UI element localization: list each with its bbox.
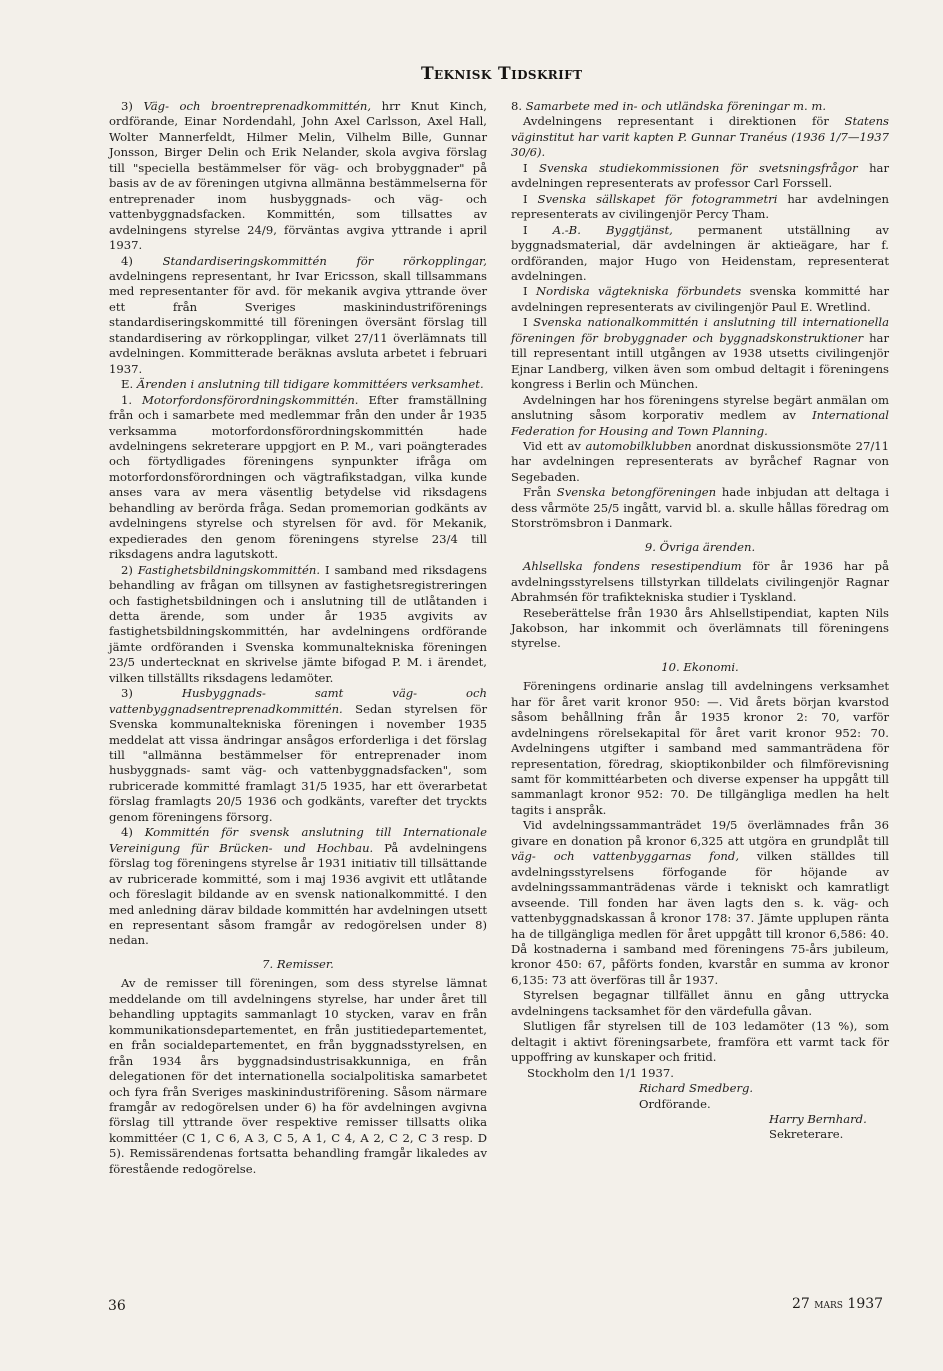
- paragraph-fastighet: 2) Fastighetsbildningskommittén. I samband med riksdagens behandling av frågan om tillsynen av fastighetsregistreringen och fastighetsbildningen och i anslutning till de utlåtanden i detta ärende, som under år 1935 avgivits av fastighetsbildningskommittén, har avdelningens ordförande jämte ordföranden i Svenska kommunaltekniska föreningen 23/5 undertecknat en skrivelse jämte bifogad P. M. i ärendet, vilken tillställts riksdagens ledamöter.: [109, 562, 487, 685]
- journal-masthead: Teknisk Tidskrift: [421, 64, 583, 84]
- paragraph-nationalkommitte: I Svenska nationalkommittén i anslutning till internationella föreningen för brobyggnader och byggnadskonstruktioner har till representant intill utgången av 1938 utsetts civilingenjör Ejnar Landberg, vilken även som ombud deltagit i föreningens kongress i Berlin och München.: [511, 315, 890, 392]
- right-column: [511, 99, 889, 1143]
- issue-date: 27 mars 1937: [792, 1296, 884, 1312]
- signer-secretary-title: Sekreterare.: [769, 1127, 844, 1142]
- page-number: 36: [108, 1298, 126, 1314]
- paragraph-tack: Styrelsen begagnar tillfället ännu en gång uttrycka avdelningens tacksamhet för den värdefulla gåvan.: [511, 988, 889, 1018]
- section-heading-e: E. Ärenden i anslutning till tidigare kommittéers verksamhet.: [121, 377, 484, 392]
- heading-ekonomi: 10. Ekonomi.: [661, 659, 739, 674]
- place-date: Stockholm den 1/1 1937.: [527, 1065, 674, 1080]
- paragraph-rese: Reseberättelse från 1930 års Ahlsellstipendiat, kapten Nils Jakobson, har inkommit och överlämnats till föreningens styrelse.: [511, 605, 889, 651]
- paragraph-ahlsellska: Ahlsellska fondens resestipendium för år 1936 har på avdelningsstyrelsens tillstyrkan tilldelats civilingenjör Ragnar Abrahmsén för trafiktekniska studier i Tyskland.: [511, 559, 889, 605]
- paragraph-remisser: Av de remisser till föreningen, som dess styrelse lämnat meddelande om till avdelningens styrelse, har under året till behandling upptagits sammanlagt 10 stycken, varav en från kommunikationsdepartementet, en från justitiedepartementet, en från socialdepartementet, en från byggnadsstyrelsen, en från 1934 års byggnadsindustrisakkunniga, en från delegationen för det internationella socialpolitiska samarbetet och fyra från Sveriges maskinindustriförening. Såsom närmare framgår av redogörelsen under 6) ha för avdelningen avgivna förslag till yttrande över respektive remisser tillsatts olika kommittéer (C 1, C 6, A 3, C 5, A 1, C 4, A 2, C 2, C 3 resp. D 5). Remissärendenas fortsatta behandling framgår likaledes av förestående redogörelse.: [109, 976, 487, 1176]
- heading-remisser: 7. Remisser.: [262, 956, 334, 971]
- paragraph-kommitte-4: 4) Standardiseringskommittén för rörkopplingar, avdelningens representant, hr Ivar Ericsson, skall tillsammans med representanter för avd. för mekanik avgiva yttrande över ett från Sveriges maskinindustriförenings standardiseringskommitté till föreningen översänt förslag till standardisering av rörkopplingar, vilket 27/11 överlämnats till avdelningen. Kommitterade beräknas avsluta arbetet i februari 1937.: [109, 253, 487, 376]
- paragraph-kommitte-3: 3) Väg- och broentreprenadkommittén, hrr Knut Kinch, ordförande, Einar Nordendahl, John Axel Carlsson, Axel Hall, Wolter Mannerfeldt, Hilmer Melin, Vilhelm Bille, Gunnar Jonsson, Birger Delin och Erik Nelander, skola avgiva förslag till "speciella bestämmelser för väg- och brobyggnader" på basis av de av föreningen utgivna allmänna bestämmelserna för entreprenader inom husbyggnads- och väg- och vattenbyggnadsfacken. Kommittén, som tillsattes av avdelningens styrelse 24/9, förväntas avgiva yttrande i april 1937.: [109, 99, 487, 253]
- paragraph-automobil: Vid ett av automobilklubben anordnat diskussionsmöte 27/11 har avdelningen representerats av byråchef Ragnar von Segebaden.: [511, 438, 889, 484]
- left-column: [109, 99, 487, 1177]
- signer-secretary: Harry Bernhard.: [769, 1112, 867, 1126]
- paragraph-motorfordon: 1. Motorfordonsförordningskommittén. Efter framställning från och i samarbete med medlemmar från den under år 1935 verksamma motorfordonsförordningskommittén hade avdelningens sekreterare uppgjort en P. M., vari poängterades och förtydligades föreningens synpunkter ifråga om motorfordonsförordningen och vägtrafikstadgan, vilka kunde anses vara av mera väsentlig betydelse vid riksdagens behandling av berörda fråga. Sedan promemorian godkänts av avdelningens styrelse och styrelsen för avd. för Mekanik, expedierades den genom föreningens styrelse 23/4 till riksdagens andra lagutskott.: [109, 392, 487, 562]
- paragraph-internationale: 4) Kommittén för svensk anslutning till Internationale Vereinigung für Brücken- und Hochbau. På avdelningens förslag tog föreningens styrelse år 1931 initiativ till tillsättande av rubricerade kommitté, som i maj 1936 avgivit ett utlåtande och föreslagit bildande av en svensk nationalkommitté. I den med anledning därav bildade kommittén har avdelningen utsett en representant såsom framgår av redogörelsen under 8) nedan.: [109, 825, 487, 948]
- paragraph-nordiska: I Nordiska vägtekniska förbundets svenska kommitté har avdelningen representerats av civilingenjör Paul E. Wretlind.: [511, 284, 890, 314]
- paragraph-ekonomi: Föreningens ordinarie anslag till avdelningens verksamhet har för året varit kronor 950: —. Vid årets början kvarstod såsom behållning från år 1935 kronor 2: 70, varför avdelningens rörelsekapital för året varit kronor 952: 70. Avdelningens utgifter i samband med sammanträdena för representation, föredrag, skioptikonbilder och filmförevisning samt för kommittéarbeten och diverse expenser ha uppgått till sammanlagt kronor 952: 70. De tillgängliga medlen ha helt tagits i anspråk.: [511, 679, 889, 817]
- paragraph-fond: Vid avdelningssammanträdet 19/5 överlämnades från 36 givare en donation på kronor 6,325 att utgöra en grundplåt till väg- och vattenbyggarnas fond, vilken ställdes till avdelningsstyrelsens förfogande för höjande av avdelningssammanträdenas värde i tekniskt och kamratligt avseende. Till fonden har även lagts den s. k. väg- och vattenbyggnadskassan å kronor 178: 37. Jämte upplupen ränta ha de tillgängliga medlen för året uppgått till kronor 6,586: 40. Då kostnaderna i samband med föreningens 75-års jubileum, kronor 450: 67, påförts fonden, kvarstår en summa av kronor 6,135: 73 att överföras till år 1937.: [511, 818, 889, 987]
- signer-chair-title: Ordförande.: [639, 1096, 711, 1111]
- paragraph-svets: I Svenska studiekommissionen för svetsningsfrågor har avdelningen representerats av professor Carl Forssell.: [511, 160, 890, 191]
- paragraph-statens: Avdelningens representant i direktionen för Statens väginstitut har varit kapten P. Gunnar Tranéus (1936 1/7—1937 30/6).: [511, 114, 889, 160]
- paragraph-byggtjanst: I A.-B. Byggtjänst, permanent utställning av byggnadsmaterial, där avdelningen är aktieägare, har f. ordföranden, major Hugo von Heidenstam, representerat avdelningen.: [511, 222, 889, 283]
- section-heading-8: 8. Samarbete med in- och utländska föreningar m. m.: [511, 99, 827, 113]
- paragraph-betong: Från Svenska betongföreningen hade inbjudan att deltaga i dess vårmöte 25/5 ingått, varvid bl. a. skulle hållas föredrag om Storströmsbron i Danmark.: [511, 485, 889, 531]
- heading-ovriga: 9. Övriga ärenden.: [644, 539, 756, 554]
- paragraph-husbyggnad: 3) Husbyggnads- samt väg- och vattenbyggnadsentreprenadkommittén. Sedan styrelsen för Svenska kommunaltekniska föreningen i november 1935 meddelat att vissa ändringar ansågos erforderliga i det förslag till "allmänna bestämmelser för entreprenader inom husbyggnads- samt väg- och vattenbyggnadsfacken", som rubricerade kommitté framlagt 31/5 1935, har ett överarbetat förslag framlagts 20/5 1936 och godkänts, varefter det tryckts genom föreningens försorg.: [109, 686, 487, 824]
- signer-chair: Richard Smedberg.: [639, 1081, 754, 1096]
- paragraph-foto: I Svenska sällskapet för fotogrammetri har avdelningen representerats av civilingenjör Percy Tham.: [511, 191, 890, 222]
- paragraph-slut: Slutligen får styrelsen till de 103 ledamöter (13 %), som deltagit i aktivt föreningsarbete, framföra ett varmt tack för uppoffring av kunskaper och fritid.: [511, 1019, 889, 1065]
- paragraph-anmalan: Avdelningen har hos föreningens styrelse begärt anmälan om anslutning såsom korporativ medlem av International Federation for Housing and Town Planning.: [511, 392, 889, 438]
